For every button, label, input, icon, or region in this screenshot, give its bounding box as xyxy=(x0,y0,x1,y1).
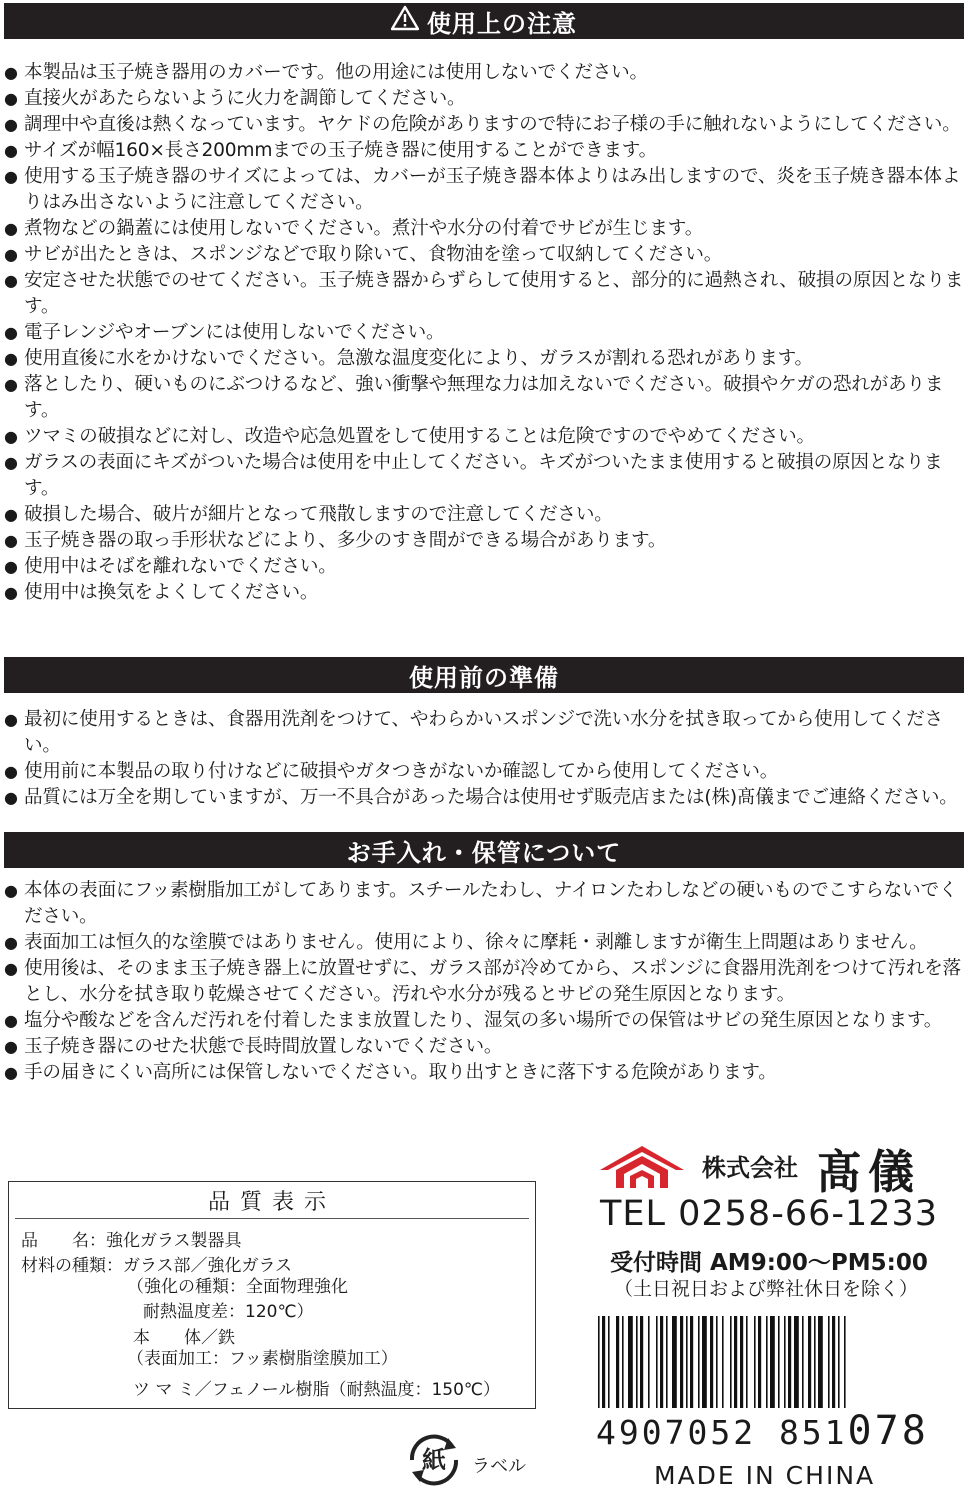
barcode-bar xyxy=(832,1316,835,1408)
list-item xyxy=(4,1034,964,1060)
barcode-number-tail: 078 xyxy=(847,1408,929,1454)
quality-line-knob: ツ マ ミ／フェノール樹脂（耐熱温度：150℃） xyxy=(133,1380,500,1400)
list-item-text: 本体の表面にフッ素樹脂加工がしてあります。スチールたわし、ナイロンたわしなどの硬いものでこすらないでください。 xyxy=(24,880,958,927)
barcode-number xyxy=(596,1408,929,1454)
barcode-bar xyxy=(766,1316,768,1408)
bullet-icon: ● xyxy=(4,583,18,602)
list-item-text: 煮物などの鍋蓋には使用しないでください。煮汁や水分の付着でサビが生じます。 xyxy=(24,218,704,239)
barcode-bar xyxy=(794,1316,799,1408)
barcode-bar xyxy=(784,1316,786,1408)
company-logo-icon xyxy=(598,1144,686,1190)
list-item xyxy=(4,878,964,930)
quality-line-tempering: （強化の種類：全面物理強化 xyxy=(127,1277,348,1297)
list-item xyxy=(4,164,964,216)
list-item xyxy=(4,554,964,580)
bullet-icon: ● xyxy=(4,427,18,446)
list-item xyxy=(4,450,964,502)
bullet-icon: ● xyxy=(4,762,18,781)
bullet-icon: ● xyxy=(4,710,18,729)
list-item-text: 最初に使用するときは、食器用洗剤をつけて、やわらかいスポンジで洗い水分を拭き取ってから使用してください。 xyxy=(24,709,943,756)
list-item-text: 使用前に本製品の取り付けなどに破損やガタつきがないか確認してから使用してください。 xyxy=(24,761,779,782)
barcode xyxy=(596,1316,930,1408)
list-item-text: サビが出たときは、スポンジなどで取り除いて、食物油を塗って収納してください。 xyxy=(24,244,723,265)
barcode-bar xyxy=(818,1316,823,1408)
list-item xyxy=(4,268,964,320)
barcode-bar xyxy=(710,1316,713,1408)
quality-line-material: 材料の種類：ガラス部／強化ガラス xyxy=(21,1256,292,1276)
bullet-icon: ● xyxy=(4,1063,18,1082)
list-item xyxy=(4,372,964,424)
quality-label-box xyxy=(8,1181,536,1409)
barcode-bar xyxy=(778,1316,780,1408)
bullet-icon: ● xyxy=(4,141,18,160)
bullet-icon: ● xyxy=(4,245,18,264)
bullet-icon: ● xyxy=(4,349,18,368)
list-item-text: 使用する玉子焼き器のサイズによっては、カバーが玉子焼き器本体よりはみ出しますので、炎を玉子焼き器本体よりはみ出さないように注意してください。 xyxy=(24,166,961,213)
list-item xyxy=(4,956,964,1008)
list-item xyxy=(4,60,964,86)
list-item-text: サイズが幅160×長さ200mmまでの玉子焼き器に使用することができます。 xyxy=(24,140,658,161)
bullet-icon: ● xyxy=(4,115,18,134)
list-item xyxy=(4,138,964,164)
barcode-bar xyxy=(802,1316,804,1408)
barcode-bar xyxy=(844,1316,846,1408)
barcode-bar xyxy=(598,1316,600,1408)
country-of-origin: MADE IN CHINA xyxy=(654,1461,876,1490)
list-item xyxy=(4,785,964,811)
care-list xyxy=(4,878,964,1086)
care-header xyxy=(4,832,964,868)
bullet-icon: ● xyxy=(4,1037,18,1056)
business-hours: 受付時間 AM9:00〜PM5:00 xyxy=(610,1250,928,1276)
barcode-bar xyxy=(648,1316,650,1408)
bullet-icon: ● xyxy=(4,505,18,524)
list-item xyxy=(4,424,964,450)
bullet-icon: ● xyxy=(4,1011,18,1030)
list-item xyxy=(4,528,964,554)
barcode-bar xyxy=(616,1316,619,1408)
list-item xyxy=(4,86,964,112)
quality-line-body: 本 体／鉄 xyxy=(133,1328,235,1348)
barcode-bar xyxy=(656,1316,658,1408)
barcode-bar xyxy=(746,1316,748,1408)
list-item xyxy=(4,759,964,785)
caution-title: 使用上の注意 xyxy=(427,9,577,38)
barcode-bar xyxy=(602,1316,605,1408)
warning-icon xyxy=(391,5,419,37)
preparation-list xyxy=(4,707,964,811)
barcode-bar xyxy=(730,1316,732,1408)
list-item-text: 電子レンジやオーブンには使用しないでください。 xyxy=(24,322,445,343)
barcode-number-main: 4907052 851 xyxy=(596,1413,848,1452)
list-item-text: 玉子焼き器にのせた状態で長時間放置しないでください。 xyxy=(24,1036,503,1057)
barcode-bar xyxy=(770,1316,775,1408)
bullet-icon: ● xyxy=(4,531,18,550)
list-item xyxy=(4,580,964,606)
list-item xyxy=(4,1008,964,1034)
bullet-icon: ● xyxy=(4,271,18,290)
barcode-bar xyxy=(622,1316,624,1408)
list-item-text: 手の届きにくい高所には保管しないでください。取り出すときに落下する危険があります。 xyxy=(24,1062,777,1083)
recycle-symbol: 紙 xyxy=(422,1446,446,1474)
list-item xyxy=(4,216,964,242)
list-item-text: 使用直後に水をかけないでください。急激な温度変化により、ガラスが割れる恐れがあります。 xyxy=(24,348,813,369)
bullet-icon: ● xyxy=(4,933,18,952)
preparation-title: 使用前の準備 xyxy=(409,663,559,692)
list-item xyxy=(4,707,964,759)
list-item-text: ガラスの表面にキズがついた場合は使用を中止してください。キズがついたまま使用すると破損の原因となります。 xyxy=(24,452,943,499)
barcode-bar xyxy=(754,1316,756,1408)
barcode-bar xyxy=(734,1316,737,1408)
bullet-icon: ● xyxy=(4,167,18,186)
quality-line-heat-diff: 耐熱温度差：120℃） xyxy=(143,1302,314,1322)
list-item-text: 使用中はそばを離れないでください。 xyxy=(24,556,337,577)
barcode-bar xyxy=(690,1316,693,1408)
list-item-text: 塩分や酸などを含んだ汚れを付着したまま放置したり、湿気の多い場所での保管はサビの発生原因となります。 xyxy=(24,1010,943,1031)
quality-line-name: 品 名：強化ガラス製器具 xyxy=(21,1231,242,1251)
list-item-text: 使用後は、そのまま玉子焼き器上に放置せずに、ガラス部が冷めてから、スポンジに食器用洗剤をつけて汚れを落とし、水分を拭き取り乾燥させてください。汚れや水分が残るとサビの発生原因となります。 xyxy=(24,958,962,1005)
list-item xyxy=(4,1060,964,1086)
paper-recycle-icon xyxy=(402,1428,466,1492)
barcode-bar xyxy=(640,1316,643,1408)
barcode-bar xyxy=(666,1316,668,1408)
list-item-text: 品質には万全を期していますが、万一不具合があった場合は使用せず販売店または(株)髙儀までご連絡ください。 xyxy=(24,787,958,808)
list-item xyxy=(4,320,964,346)
list-item xyxy=(4,930,964,956)
list-item xyxy=(4,502,964,528)
barcode-bar xyxy=(702,1316,707,1408)
company-prefix: 株式会社 xyxy=(702,1154,798,1182)
company-tel: TEL 0258-66-1233 xyxy=(600,1194,939,1234)
barcode-bar xyxy=(636,1316,638,1408)
list-item-text: 落としたり、硬いものにぶつけるなど、強い衝撃や無理な力は加えないでください。破損やケガの恐れがあります。 xyxy=(24,374,944,421)
barcode-bar xyxy=(680,1316,683,1408)
list-item xyxy=(4,112,964,138)
bullet-icon: ● xyxy=(4,788,18,807)
bullet-icon: ● xyxy=(4,557,18,576)
recycle-label: ラベル xyxy=(472,1456,526,1477)
list-item xyxy=(4,242,964,268)
holiday-note: （土日祝日および弊社休日を除く） xyxy=(614,1278,919,1300)
bullet-icon: ● xyxy=(4,63,18,82)
barcode-bar xyxy=(758,1316,761,1408)
barcode-bar xyxy=(672,1316,677,1408)
list-item-text: 調理中や直後は熱くなっています。ヤケドの危険がありますので特にお子様の手に触れないようにしてください。 xyxy=(24,114,961,135)
caution-list xyxy=(4,60,964,606)
care-title: お手入れ・保管について xyxy=(346,838,622,867)
bullet-icon: ● xyxy=(4,453,18,472)
list-item xyxy=(4,346,964,372)
barcode-bar xyxy=(716,1316,718,1408)
caution-header xyxy=(4,3,964,39)
barcode-bar xyxy=(608,1316,610,1408)
barcode-bar xyxy=(740,1316,743,1408)
bullet-icon: ● xyxy=(4,219,18,238)
list-item-text: 直接火があたらないように火力を調節してください。 xyxy=(24,88,466,109)
company-block xyxy=(598,1138,938,1198)
company-name: 髙儀 xyxy=(816,1145,920,1199)
barcode-bar xyxy=(814,1316,816,1408)
list-item-text: ツマミの破損などに対し、改造や応急処置をして使用することは危険ですのでやめてください。 xyxy=(24,426,815,447)
quality-title: 品質表示 xyxy=(15,1182,529,1219)
list-item-text: 表面加工は恒久的な塗膜ではありません。使用により、徐々に摩耗・剥離しますが衛生上問題はありません。 xyxy=(24,932,928,953)
barcode-bar xyxy=(828,1316,830,1408)
preparation-header xyxy=(4,657,964,693)
barcode-bar xyxy=(698,1316,700,1408)
barcode-bar xyxy=(628,1316,633,1408)
bullet-icon: ● xyxy=(4,375,18,394)
bullet-icon: ● xyxy=(4,323,18,342)
barcode-bar xyxy=(686,1316,688,1408)
barcode-bar xyxy=(660,1316,663,1408)
barcode-bar xyxy=(722,1316,724,1408)
barcode-bar xyxy=(838,1316,840,1408)
list-item-text: 破損した場合、破片が細片となって飛散しますので注意してください。 xyxy=(24,504,613,525)
list-item-text: 本製品は玉子焼き器用のカバーです。他の用途には使用しないでください。 xyxy=(24,62,648,83)
bullet-icon: ● xyxy=(4,959,18,978)
bullet-icon: ● xyxy=(4,89,18,108)
barcode-bar xyxy=(788,1316,791,1408)
barcode-bar xyxy=(808,1316,811,1408)
list-item-text: 安定させた状態でのせてください。玉子焼き器からずらして使用すると、部分的に過熱され、破損の原因となります。 xyxy=(24,270,964,317)
bullet-icon: ● xyxy=(4,881,18,900)
quality-line-coating: （表面加工：フッ素樹脂塗膜加工） xyxy=(127,1349,398,1369)
list-item-text: 使用中は換気をよくしてください。 xyxy=(24,582,319,603)
list-item-text: 玉子焼き器の取っ手形状などにより、多少のすき間ができる場合があります。 xyxy=(24,530,667,551)
